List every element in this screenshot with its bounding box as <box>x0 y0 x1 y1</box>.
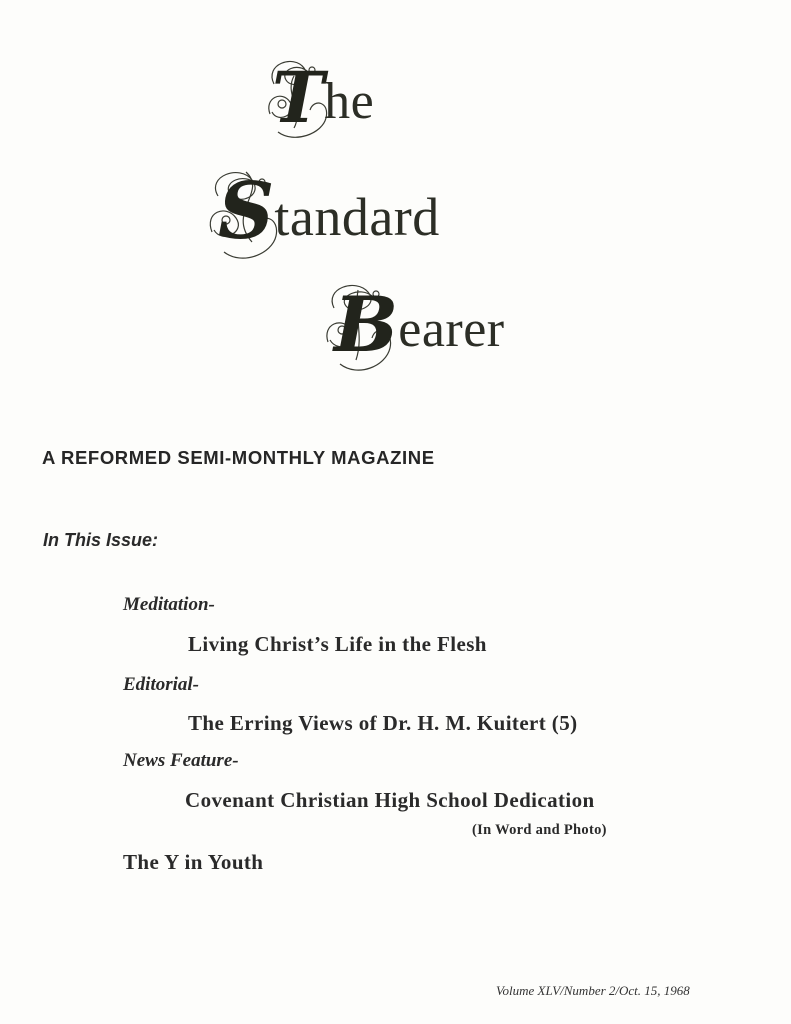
entry-note-news-feature: (In Word and Photo) <box>472 822 607 838</box>
entry-title-news-feature: Covenant Christian High School Dedication <box>185 788 595 812</box>
ornate-initial-s <box>218 168 274 256</box>
masthead-word: tandard <box>274 187 440 247</box>
entry-title-meditation: Living Christ’s Life in the Flesh <box>188 632 487 656</box>
masthead-line-bearer <box>334 268 505 368</box>
masthead-word: he <box>324 73 375 130</box>
entry-title-editorial: The Erring Views of Dr. H. M. Kuitert (5) <box>188 711 578 735</box>
ornate-initial-b <box>334 282 398 368</box>
section-label-meditation: Meditation- <box>123 594 215 615</box>
masthead-line-standard <box>218 156 440 256</box>
issue-heading: In This Issue: <box>43 530 159 550</box>
magazine-subtitle: A REFORMED SEMI-MONTHLY MAGAZINE <box>42 447 435 468</box>
ornate-initial-t <box>272 58 324 138</box>
masthead-initial: S <box>218 166 275 257</box>
masthead-initial: T <box>272 56 325 139</box>
section-label-news-feature: News Feature- <box>123 750 239 771</box>
section-label-editorial: Editorial- <box>123 674 200 695</box>
masthead-initial: B <box>334 280 399 369</box>
masthead-word: earer <box>398 301 505 358</box>
masthead-line-the <box>272 48 374 138</box>
volume-issue-date: Volume XLV/Number 2/Oct. 15, 1968 <box>496 983 690 998</box>
entry-title-youth: The Y in Youth <box>123 850 264 874</box>
